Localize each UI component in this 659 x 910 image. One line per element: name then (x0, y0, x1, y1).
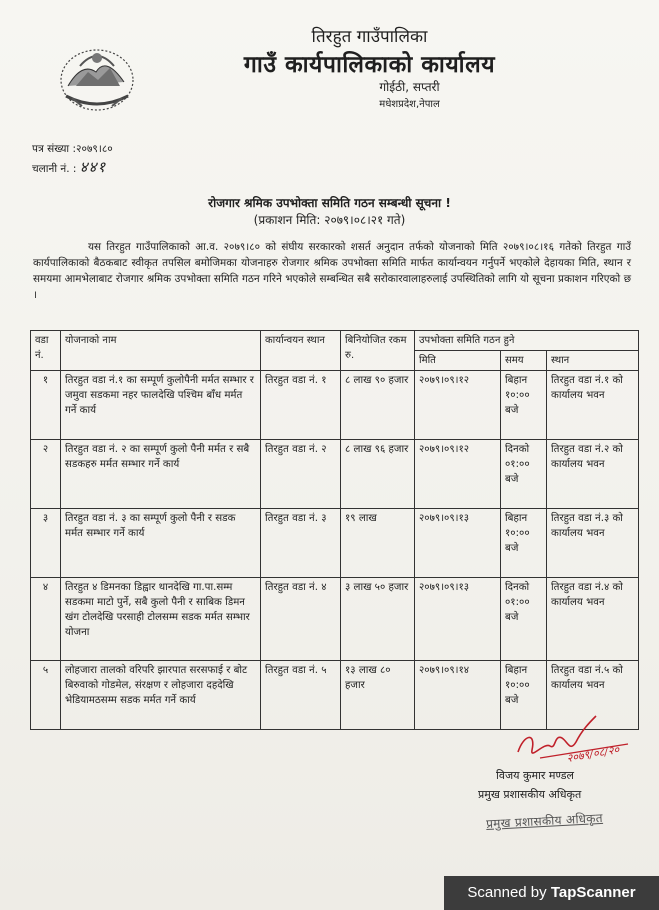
cell-date: २०७९।०९।१३ (415, 578, 501, 661)
dispatch-value: ४४१ (79, 158, 107, 176)
cell-time: बिहान १०:०० बजे (501, 509, 547, 578)
dispatch-number (32, 157, 106, 177)
cell-ward: ४ (31, 578, 61, 661)
cell-place: तिरहुत वडा नं. ३ (261, 509, 341, 578)
cell-date: २०७९।०९।१२ (415, 440, 501, 509)
cell-plan-name: तिरहुत ४ डिमनका डिह्वार थानदेखि गा.पा.सम्म सडकमा माटो पुर्ने, सबै कुलो पैनी र साबिक डिमन खंग टोलदेखि परसाही टोलसम्म सडक मर्मत सम्भार योजना (61, 578, 261, 661)
official-stamp (486, 809, 604, 832)
cell-date: २०७९।०९।१४ (415, 661, 501, 730)
cell-ward: १ (31, 371, 61, 440)
plans-table (30, 330, 639, 730)
cell-venue: तिरहुत वडा नं.५ को कार्यालय भवन (547, 661, 639, 730)
cell-venue: तिरहुत वडा नं.४ को कार्यालय भवन (547, 578, 639, 661)
header-date: मिति (415, 351, 501, 371)
dispatch-label: चलानी नं. : (32, 163, 77, 175)
cell-plan-name: तिरहुत वडा नं. ३ का सम्पूर्ण कुलो पैनी र सडक मर्मत सम्भार गर्ने कार्य (61, 509, 261, 578)
office-province: मधेशप्रदेश,नेपाल (379, 99, 440, 110)
cell-place: तिरहुत वडा नं. ५ (261, 661, 341, 730)
cell-venue: तिरहुत वडा नं.१ को कार्यालय भवन (547, 371, 639, 440)
header-time: समय (501, 351, 547, 371)
cell-ward: ३ (31, 509, 61, 578)
cell-time: दिनको ०१:०० बजे (501, 440, 547, 509)
office-location: गोईठी, सप्तरी (379, 80, 440, 94)
cell-place: तिरहुत वडा नं. २ (261, 440, 341, 509)
cell-ward: ५ (31, 661, 61, 730)
cell-ward: २ (31, 440, 61, 509)
handwritten-signature (510, 712, 640, 772)
header-ward: वडा नं. (31, 331, 61, 371)
cell-plan-name: लोहजारा तालको वरिपरि झारपात सरसफाई र बोट बिरुवाको गोडमेल, संरक्षण र लोहजारा दहदेखि भेडियामठसम्म सडक मर्मत गर्ने कार्य (61, 661, 261, 730)
table-row (31, 509, 639, 578)
notice-body: यस तिरहुत गाउँपालिकाको आ.व. २०७९।८० को संघीय सरकारको शसर्त अनुदान तर्फको योजनाको मिति २०७९।०८।१६ गतेको तिरहुत गाउँ कार्यपालिकाको बैठकबाट स्वीकृत तपसिल बमोजिमका योजनाहरु रोजगार श्रमिक उपभोक्ता समिति मार्फत कार्यान्वयन गर्नुपर्ने भएकोले देहायका मिति, स्थान र समयमा आमभेलाबाट रोजगार श्रमिक उपभोक्ता समिति गठन गरिने भएकोले सम्बन्धित सबै सरोकारवालाहरुलाई उपस्थितिको लागि यो सूचना प्रकाशन गरिएको छ । (33, 241, 631, 301)
header-venue: स्थान (547, 351, 639, 371)
table-row (31, 440, 639, 509)
cell-time: बिहान १०:०० बजे (501, 661, 547, 730)
scanner-brand: TapScanner (550, 884, 636, 901)
table-row (31, 371, 639, 440)
header-implementation-place: कार्यान्वयन स्थान (261, 331, 341, 371)
cell-amount: ८ लाख ९६ हजार (341, 440, 415, 509)
scanner-watermark (444, 876, 659, 910)
signatory-designation: प्रमुख प्रशासकीय अधिकृत (478, 788, 582, 801)
cell-venue: तिरहुत वडा नं.२ को कार्यालय भवन (547, 440, 639, 509)
cell-time: बिहान १०:०० बजे (501, 371, 547, 440)
cell-time: दिनको ०१:०० बजे (501, 578, 547, 661)
header-committee: उपभोक्ता समिति गठन हुने (415, 331, 639, 351)
letter-number: पत्र संख्या :२०७९।८० (32, 143, 113, 155)
cell-amount: १९ लाख (341, 509, 415, 578)
stamp-text: प्रमुख प्रशासकीय अधिकृत (485, 810, 604, 832)
cell-plan-name: तिरहुत वडा नं.१ का सम्पूर्ण कुलोपैनी मर्मत सम्भार र जमुवा सडकमा नहर फालदेखि पश्चिम बाँध मर्मत गर्ने कार्य (61, 371, 261, 440)
cell-place: तिरहुत वडा नं. ४ (261, 578, 341, 661)
cell-amount: १३ लाख ८० हजार (341, 661, 415, 730)
table-row (31, 578, 639, 661)
cell-date: २०७९।०९।१२ (415, 371, 501, 440)
municipality-name: तिरहुत गाउँपालिका (311, 27, 428, 47)
cell-place: तिरहुत वडा नं. १ (261, 371, 341, 440)
signature-date: २०७९/०८/२० (565, 742, 621, 766)
header-investment: बिनियोजित रकम रु. (341, 331, 415, 371)
cell-amount: ३ लाख ५० हजार (341, 578, 415, 661)
cell-amount: ८ लाख ९० हजार (341, 371, 415, 440)
cell-venue: तिरहुत वडा नं.३ को कार्यालय भवन (547, 509, 639, 578)
header-plan-name: योजनाको नाम (61, 331, 261, 371)
notice-title: रोजगार श्रमिक उपभोक्ता समिति गठन सम्बन्धी सूचना ! (208, 196, 451, 210)
notice-publication-date: (प्रकाशन मिति: २०७९।०८।२१ गते) (253, 213, 406, 227)
table-header-row (31, 331, 639, 351)
office-name: गाउँ कार्यपालिकाको कार्यालय (243, 52, 496, 78)
scanner-prefix: Scanned by (467, 884, 551, 901)
signatory-name: विजय कुमार मण्डल (496, 769, 575, 782)
cell-date: २०७९।०९।१३ (415, 509, 501, 578)
cell-plan-name: तिरहुत वडा नं. २ का सम्पूर्ण कुलो पैनी मर्मत र सबै सडकहरु मर्मत सम्भार गर्ने कार्य (61, 440, 261, 509)
